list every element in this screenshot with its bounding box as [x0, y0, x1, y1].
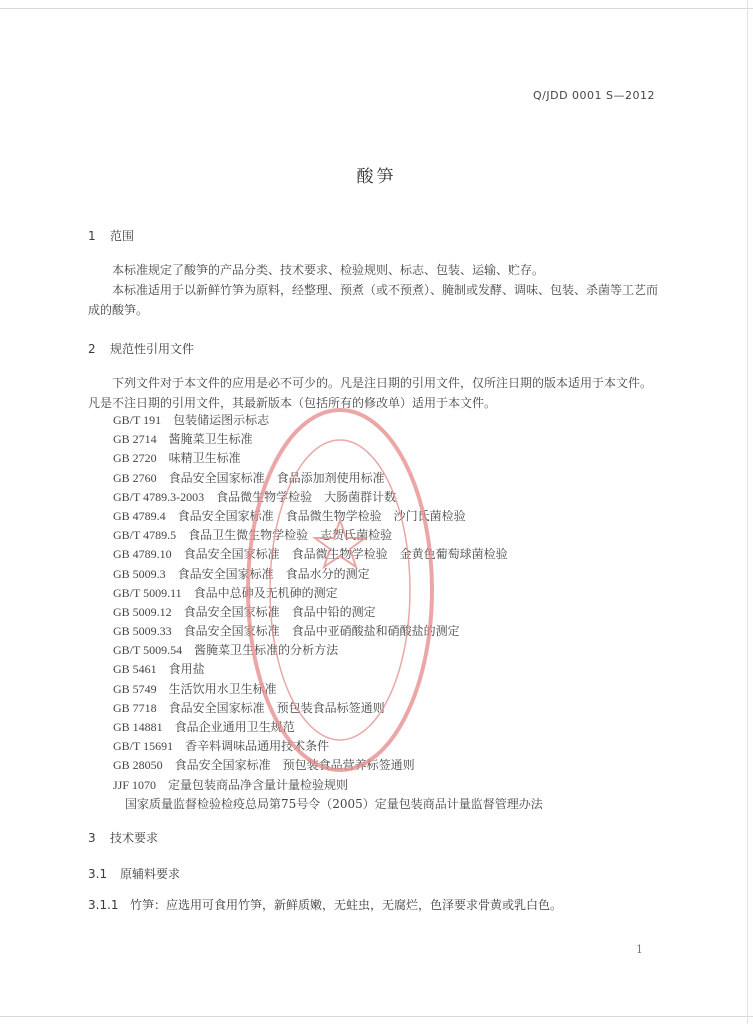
- reference-code: GB 2720: [113, 451, 157, 466]
- section-title: 原辅料要求: [120, 867, 181, 881]
- reference-item: [113, 680, 673, 699]
- reference-title: 香辛料调味品通用技术条件: [185, 739, 330, 754]
- reference-code: GB 5009.12: [113, 604, 172, 619]
- reference-code: GB 5749: [113, 681, 157, 696]
- reference-title: 酱腌菜卫生标准的分析方法: [194, 643, 339, 658]
- section-title: 规范性引用文件: [110, 342, 195, 356]
- reference-item: [113, 756, 673, 775]
- reference-item: [113, 660, 673, 679]
- reference-title: 食品安全国家标准 食品微生物学检验 金黄色葡萄球菌检验: [183, 547, 508, 562]
- reference-code: GB/T 5009.54: [113, 643, 183, 658]
- section-2-paragraph: 下列文件对于本文件的应用是必不可少的。凡是注日期的引用文件，仅所注日期的版本适用于本文件。凡是不注日期的引用文件，其最新版本（包括所有的修改单）适用于本文件。: [88, 376, 653, 410]
- clause-text: 竹笋：应选用可食用竹笋，新鲜质嫩，无蛀虫，无腐烂，色泽要求骨黄或乳白色。: [130, 898, 563, 912]
- reference-item: [113, 507, 673, 526]
- normative-references-list: [113, 411, 673, 814]
- section-number: 2: [88, 342, 96, 356]
- section-number: 1: [88, 229, 96, 243]
- section-2-heading: [88, 340, 194, 357]
- reference-title: 食品企业通用卫生规范: [174, 720, 295, 734]
- reference-item: [113, 795, 673, 814]
- reference-code: GB/T 191: [113, 413, 162, 427]
- reference-item: [113, 430, 673, 449]
- reference-item: [113, 584, 673, 603]
- reference-item: [113, 641, 673, 660]
- reference-title: 味精卫生标准: [168, 451, 241, 466]
- reference-title: 食品安全国家标准 食品微生物学检验 沙门氏菌检验: [177, 508, 466, 523]
- scan-right-edge: [747, 0, 748, 1024]
- reference-item: [113, 565, 673, 584]
- reference-code: GB 2760: [113, 470, 157, 485]
- section-number: 3.1.1: [88, 898, 119, 912]
- reference-code: GB 5009.33: [113, 624, 172, 639]
- reference-title: 食品卫生微生物学检验 志贺氏菌检验: [188, 528, 393, 543]
- reference-title: 食品安全国家标准 食品水分的测定: [177, 566, 370, 581]
- reference-title: 食品安全国家标准 预包装食品营养标签通则: [174, 758, 415, 773]
- section-3-heading: [88, 829, 158, 846]
- section-3-1-heading: [88, 865, 180, 882]
- reference-item: [113, 718, 673, 737]
- section-number: 3.1: [88, 867, 108, 881]
- document-title: 酸笋: [356, 167, 397, 187]
- scan-top-line: [0, 8, 753, 9]
- reference-code: GB/T 5009.11: [113, 585, 182, 600]
- reference-code: JJF 1070: [113, 777, 157, 792]
- reference-code: GB 4789.4: [113, 508, 166, 523]
- reference-item: [113, 488, 673, 507]
- reference-title: 食品安全国家标准 食品中铅的测定: [183, 604, 376, 619]
- reference-code: GB/T 15691: [113, 739, 174, 754]
- section-1-heading: [88, 227, 134, 244]
- reference-code: GB/T 4789.5: [113, 528, 177, 543]
- reference-code: GB 5009.3: [113, 566, 166, 581]
- section-title: 范围: [110, 229, 135, 243]
- section-1-paragraph-2: 本标准适用于以新鲜竹笋为原料，经整理、预煮（或不预煮）、腌制或发酵、调味、包装、杀菌等工艺而成的酸笋。: [88, 283, 659, 317]
- reference-item: [113, 603, 673, 622]
- reference-title: 定量包装商品净含量计量检验规则: [168, 777, 349, 792]
- page-number: 1: [636, 943, 643, 956]
- reference-title: 食用盐: [168, 662, 205, 677]
- reference-item: [113, 622, 673, 641]
- section-title: 技术要求: [110, 831, 159, 845]
- reference-title: 国家质量监督检验检疫总局第75号令（2005）定量包装商品计量监督管理办法: [125, 796, 543, 811]
- reference-item: [113, 699, 673, 718]
- scan-bottom-line: [0, 1016, 753, 1017]
- section-1-paragraph-1: 本标准规定了酸笋的产品分类、技术要求、检验规则、标志、包装、运输、贮存。: [112, 263, 545, 277]
- reference-title: 生活饮用水卫生标准: [168, 681, 277, 696]
- reference-item: [113, 776, 673, 795]
- reference-title: 包装储运图示标志: [173, 413, 270, 427]
- standard-code: Q/JDD 0001 S—2012: [532, 89, 655, 102]
- reference-title: 食品中总砷及无机砷的测定: [193, 585, 338, 600]
- reference-item: [113, 526, 673, 545]
- reference-code: GB 4789.10: [113, 547, 172, 562]
- section-3-1-1-clause: [88, 896, 562, 913]
- reference-item: [113, 469, 673, 488]
- reference-title: 酱腌菜卫生标准: [168, 432, 253, 447]
- reference-item: [113, 449, 673, 468]
- reference-item: [113, 545, 673, 564]
- section-number: 3: [88, 831, 96, 845]
- reference-item: [113, 411, 673, 430]
- reference-code: GB 7718: [113, 700, 157, 715]
- reference-item: [113, 737, 673, 756]
- reference-code: GB 2714: [113, 432, 157, 447]
- reference-title: 食品安全国家标准 食品中亚硝酸盐和硝酸盐的测定: [183, 624, 460, 639]
- reference-code: GB/T 4789.3-2003: [113, 489, 205, 504]
- reference-title: 食品微生物学检验 大肠菌群计数: [216, 489, 397, 504]
- reference-code: GB 28050: [113, 758, 163, 773]
- reference-code: GB 5461: [113, 662, 157, 677]
- reference-title: 食品安全国家标准 食品添加剂使用标准: [168, 470, 385, 485]
- reference-title: 食品安全国家标准 预包装食品标签通则: [168, 700, 385, 715]
- reference-code: GB 14881: [113, 720, 163, 734]
